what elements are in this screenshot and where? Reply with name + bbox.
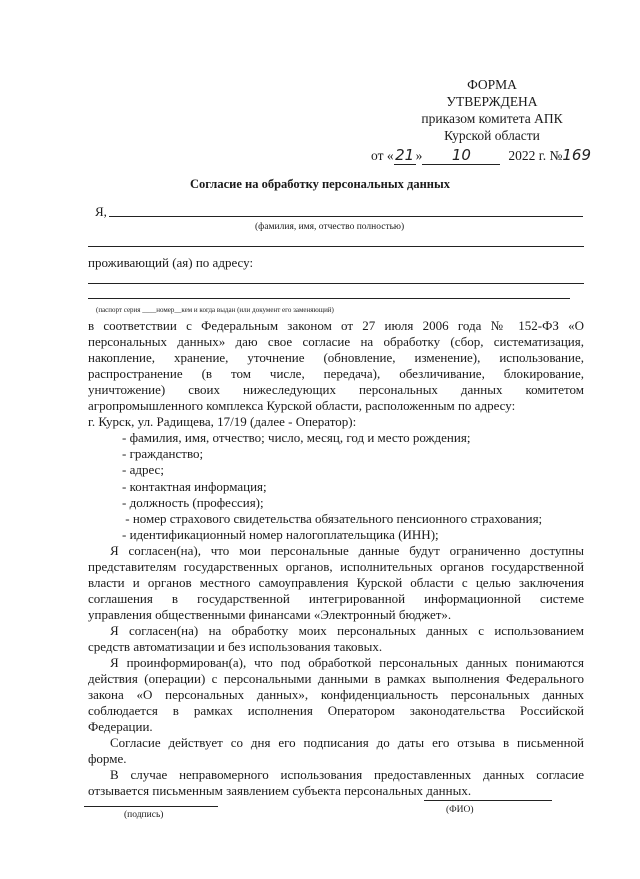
para2-line: власти и органов местного самоуправления Курской области с целью заключения bbox=[88, 575, 584, 590]
para2-line: управления общественными финансами «Электронный бюджет». bbox=[88, 607, 452, 622]
fio-prefix: Я, bbox=[95, 204, 107, 219]
para4-line: закона «О персональных данных», конфиденциальность персональных данных bbox=[88, 687, 584, 702]
para1-line: накопление, хранение, уточнение (обновление, изменение), использование, bbox=[88, 350, 584, 365]
para6-line: отзывается письменным заявлением субъекта персональных данных. bbox=[88, 783, 472, 798]
para1-line: распространение (в том числе, передача), обезличивание, блокирование, bbox=[88, 366, 584, 381]
signature-line bbox=[84, 806, 218, 807]
para2-line: соглашения в государственной интегрированной информационной системе bbox=[88, 591, 584, 606]
list-item: - фамилия, имя, отчество; число, месяц, год и место рождения; bbox=[122, 430, 471, 445]
fio-caption: (фамилия, имя, отчество полностью) bbox=[255, 222, 405, 232]
fio-line bbox=[109, 216, 583, 217]
fio-sign-caption: (ФИО) bbox=[446, 805, 474, 815]
address-label: проживающий (ая) по адресу: bbox=[88, 255, 254, 270]
form-label: ФОРМА bbox=[467, 77, 517, 92]
para1-line: уничтожение) своих нижеследующих персональных данных комитетом bbox=[88, 382, 584, 397]
para1-line: агропромышленного комплекса Курской области, расположенным по адресу: bbox=[88, 398, 516, 413]
para4-line: Федерации. bbox=[88, 719, 153, 734]
para5-line: Согласие действует со дня его подписания до даты его отзыва в письменной bbox=[110, 735, 584, 750]
para4-line: действия (операции) с персональными данными в рамках выполнения Федерального bbox=[88, 671, 584, 686]
operator-address: г. Курск, ул. Радищева, 17/19 (далее - Оператор): bbox=[88, 414, 357, 429]
order-date-row bbox=[371, 146, 596, 165]
list-item: - идентификационный номер налогоплательщика (ИНН); bbox=[122, 527, 439, 542]
para4-line: соблюдается в рамках исполнения Оператором законодательства Российской bbox=[88, 703, 584, 718]
handwritten-number: 169 bbox=[562, 146, 592, 164]
para1-line: персональных данных» даю свое согласие на обработку (сбор, систематизация, bbox=[88, 334, 584, 349]
date-prefix: от « bbox=[371, 148, 394, 163]
para3-line: Я согласен(на) на обработку моих персональных данных с использованием bbox=[110, 623, 584, 638]
list-item: - гражданство; bbox=[122, 446, 204, 461]
passport-caption: (паспорт серия ____номер__кем и когда выдан (или документ его заменяющий) bbox=[96, 306, 334, 314]
fio-sign-line bbox=[424, 800, 552, 801]
address-line-1 bbox=[88, 283, 584, 284]
handwritten-day: 21 bbox=[395, 146, 415, 164]
list-item: - контактная информация; bbox=[122, 479, 267, 494]
signature-caption: (подпись) bbox=[124, 810, 164, 820]
para3-line: средств автоматизации и без использования таковых. bbox=[88, 639, 383, 654]
document-title: Согласие на обработку персональных данных bbox=[189, 177, 450, 191]
para6-line: В случае неправомерного использования предоставленных данных согласие bbox=[110, 767, 584, 782]
approved-label: УТВЕРЖДЕНА bbox=[446, 94, 538, 109]
para4-line: Я проинформирован(а), что под обработкой персональных данных понимаются bbox=[110, 655, 584, 670]
region-label: Курской области bbox=[444, 128, 540, 143]
para5-line: форме. bbox=[88, 751, 127, 766]
para1-line: в соответствии с Федеральным законом от 27 июля 2006 года № 152-ФЗ «О bbox=[88, 318, 584, 333]
list-item: - должность (профессия); bbox=[122, 495, 264, 510]
handwritten-month: 10 bbox=[422, 146, 500, 165]
para2-line: Я согласен(на), что мои персональные данные будут ограниченно доступны bbox=[110, 543, 584, 558]
list-item: - номер страхового свидетельства обязательного пенсионного страхования; bbox=[122, 511, 543, 526]
fio-line-2 bbox=[88, 246, 584, 247]
order-label: приказом комитета АПК bbox=[421, 111, 563, 126]
address-line-2 bbox=[88, 298, 570, 299]
date-mid: » bbox=[415, 148, 423, 163]
list-item: - адрес; bbox=[122, 462, 164, 477]
date-year: 2022 г. № bbox=[508, 148, 563, 163]
para2-line: представителям государственных органов, исполнительных органов государственной bbox=[88, 559, 584, 574]
